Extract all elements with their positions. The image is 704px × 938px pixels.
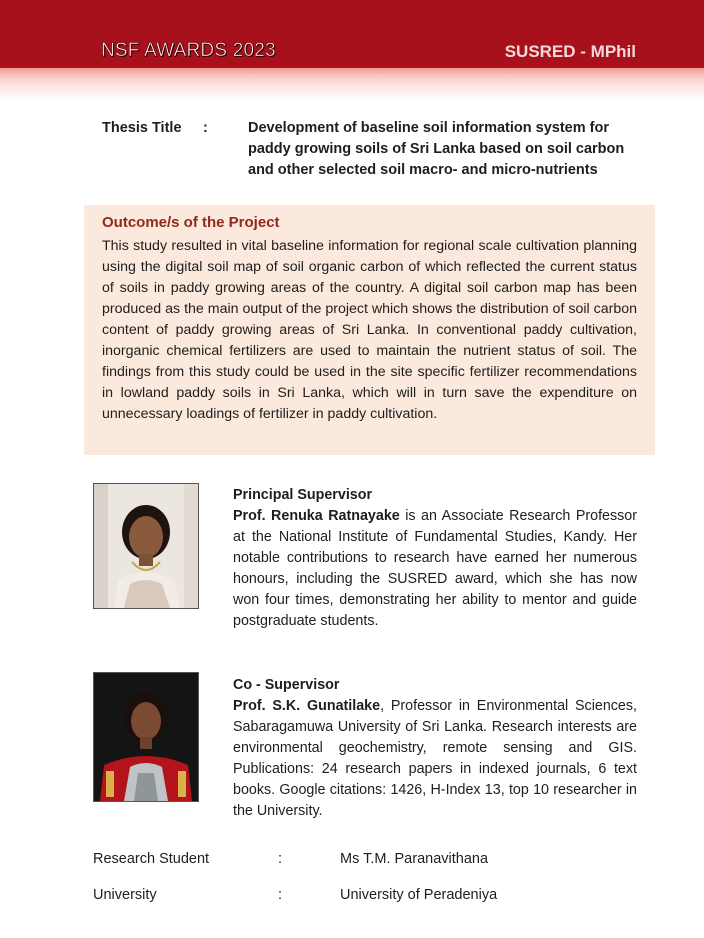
co-supervisor-heading: Co - Supervisor	[233, 677, 340, 693]
outcome-heading: Outcome/s of the Project	[102, 214, 280, 231]
header-bar	[0, 0, 704, 68]
university-colon: :	[278, 887, 283, 903]
co-supervisor-portrait	[94, 673, 198, 801]
outcome-text: This study resulted in vital baseline information for regional scale cultivation planning using the digital soil map of soil organic carbon of which reflected the current status of soils in paddy growing areas of the country. A digital soil carbon map has been produced as the main output of the project which shows the distribution of soil carbon content of paddy growing areas of Sri Lanka. In conventional paddy cultivation, inorganic chemical fertilizers are used to maintain the nutrient status of soil. The findings from this study could be used in the site specific fertilizer recommendations in lowland paddy soils in Sri Lanka, which will in turn save the expenditure on unnecessary loadings of fertilizer in paddy cultivation.	[102, 238, 637, 422]
research-student-label: Research Student	[93, 851, 210, 867]
principal-supervisor-description: is an Associate Research Professor at the National Institute of Fundamental Studies, Kandy. Her notable contributions to research have earned her numerous honours, including the SUSRED award, which she has now won four times, demonstrating her ability to mentor and guide postgraduate students.	[233, 508, 637, 629]
co-supervisor-description: , Professor in Environmental Sciences, Sabaragamuwa University of Sri Lanka. Research interests are environmental geochemistry, remote sensing and GIS. Publications: 24 research papers in indexed journals, 6 text books. Google citations: 1426, H-Index 13, top 10 researcher in the University.	[233, 698, 637, 819]
co-supervisor-name: Prof. S.K. Gunatilake	[233, 698, 381, 714]
principal-supervisor-section	[233, 485, 637, 632]
co-supervisor-bio	[233, 696, 637, 822]
research-student-value: Ms T.M. Paranavithana	[340, 851, 489, 867]
principal-supervisor-name: Prof. Renuka Ratnayake	[233, 508, 400, 524]
thesis-title-value: Development of baseline soil information system for paddy growing soils of Sri Lanka based on soil carbon and other selected soil macro- and micro-nutrients	[248, 120, 625, 178]
outcome-box	[84, 205, 655, 455]
co-supervisor-section	[233, 675, 637, 822]
thesis-title-colon: :	[203, 120, 208, 136]
university-value: University of Peradeniya	[340, 887, 498, 903]
principal-supervisor-bio	[233, 506, 637, 632]
thesis-title-label: Thesis Title	[102, 120, 182, 136]
header-gradient-band	[0, 68, 704, 102]
principal-supervisor-photo	[93, 483, 199, 609]
awards-title: NSF AWARDS 2023	[101, 40, 276, 61]
principal-supervisor-heading: Principal Supervisor	[233, 487, 373, 503]
principal-supervisor-portrait	[94, 484, 198, 608]
co-supervisor-photo	[93, 672, 199, 802]
category-title: SUSRED - MPhil	[504, 42, 636, 61]
university-label: University	[93, 887, 157, 903]
research-student-colon: :	[278, 851, 283, 867]
